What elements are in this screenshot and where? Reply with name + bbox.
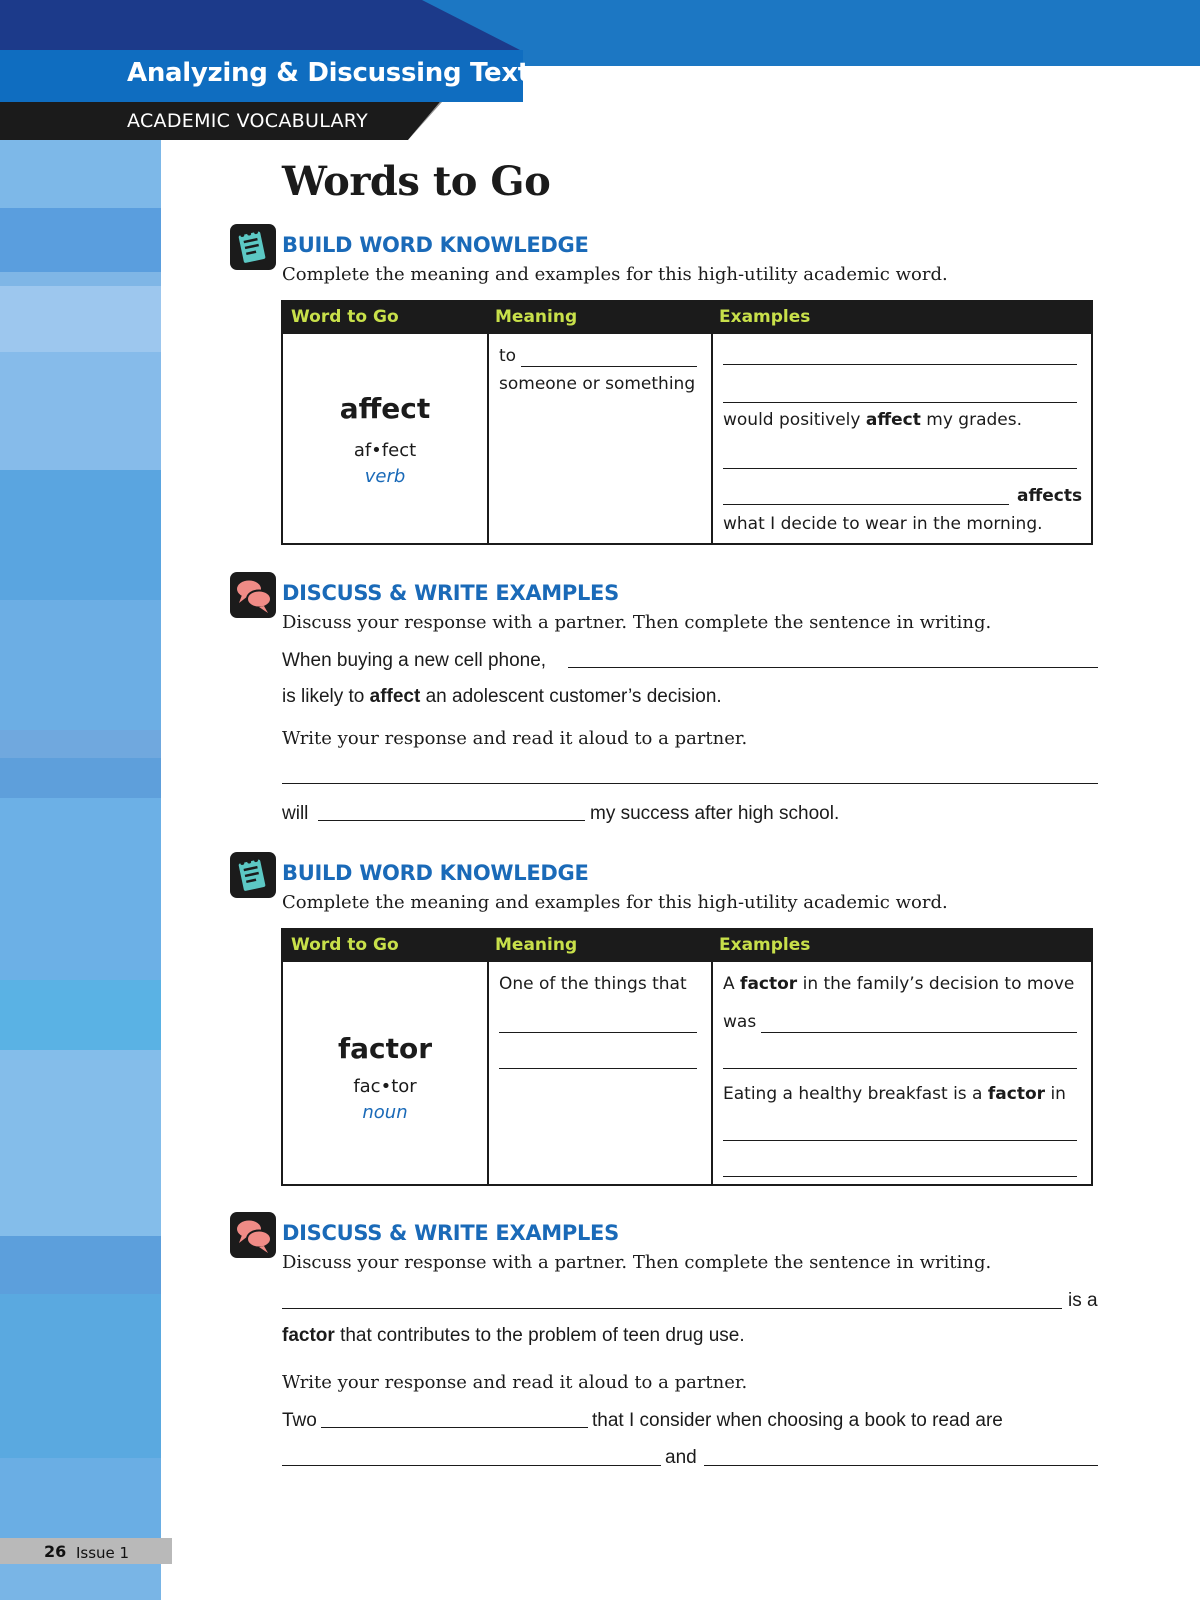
col-header-examples: Examples xyxy=(719,935,811,955)
sentence-frame-text: is a xyxy=(1068,1290,1098,1311)
sentence-frame-text: will xyxy=(282,803,309,824)
vocab-part-of-speech: verb xyxy=(364,466,406,487)
table-header xyxy=(283,302,1091,334)
page-number: 26 xyxy=(44,1542,67,1561)
response-blank[interactable] xyxy=(282,1308,1062,1309)
sentence-frame-text: my success after high school. xyxy=(590,803,840,824)
col-header-meaning: Meaning xyxy=(495,307,578,327)
sentence-frame-text: Two xyxy=(282,1410,317,1431)
section-title: Analyzing & Discussing Text xyxy=(127,58,530,88)
example-blank[interactable] xyxy=(723,1068,1077,1069)
example-text: Eating a healthy breakfast is a factor in xyxy=(723,1084,1066,1104)
vocab-part-of-speech: noun xyxy=(362,1102,408,1123)
example-text: A factor in the family’s decision to move xyxy=(723,974,1075,994)
page-title: Words to Go xyxy=(282,158,551,205)
response-blank[interactable] xyxy=(321,1427,588,1428)
column-divider xyxy=(487,930,489,1184)
column-divider xyxy=(711,930,713,1184)
response-blank[interactable] xyxy=(318,820,585,821)
example-blank[interactable] xyxy=(723,364,1077,365)
write-prompt: Write your response and read it aloud to a partner. xyxy=(282,728,748,749)
example-blank[interactable] xyxy=(723,1140,1077,1141)
col-header-word: Word to Go xyxy=(291,307,399,327)
left-decorative-stripe xyxy=(0,140,161,1600)
col-header-meaning: Meaning xyxy=(495,935,578,955)
section-subtitle: ACADEMIC VOCABULARY xyxy=(127,110,369,132)
sentence-frame-text: factor that contributes to the problem of teen drug use. xyxy=(282,1325,745,1346)
sentence-frame-text: and xyxy=(665,1447,697,1468)
response-blank[interactable] xyxy=(282,783,1098,784)
speech-bubbles-icon xyxy=(230,1212,276,1258)
col-header-examples: Examples xyxy=(719,307,811,327)
build-word-knowledge-heading: BUILD WORD KNOWLEDGE xyxy=(282,233,589,257)
response-blank[interactable] xyxy=(282,1465,661,1466)
table-header xyxy=(283,930,1091,962)
speech-bubbles-icon xyxy=(230,572,276,618)
build-word-knowledge-instructions: Complete the meaning and examples for this high-utility academic word. xyxy=(282,264,948,285)
example-blank[interactable] xyxy=(723,402,1077,403)
meaning-text: to xyxy=(499,346,517,366)
meaning-text: someone or something xyxy=(499,374,696,394)
discuss-write-instructions: Discuss your response with a partner. Then complete the sentence in writing. xyxy=(282,1252,992,1273)
notepad-icon xyxy=(230,224,276,270)
meaning-blank[interactable] xyxy=(521,366,697,367)
vocab-table-affect xyxy=(281,300,1093,545)
build-word-knowledge-heading: BUILD WORD KNOWLEDGE xyxy=(282,861,589,885)
vocab-syllables: fac•tor xyxy=(353,1076,417,1097)
example-blank[interactable] xyxy=(723,504,1009,505)
discuss-write-heading: DISCUSS & WRITE EXAMPLES xyxy=(282,581,619,605)
write-prompt: Write your response and read it aloud to a partner. xyxy=(282,1372,748,1393)
vocab-word: factor xyxy=(337,1032,433,1065)
issue-label: Issue 1 xyxy=(76,1544,130,1562)
build-word-knowledge-instructions: Complete the meaning and examples for this high-utility academic word. xyxy=(282,892,948,913)
col-header-word: Word to Go xyxy=(291,935,399,955)
response-blank[interactable] xyxy=(704,1465,1098,1466)
meaning-text: One of the things that xyxy=(499,974,687,994)
meaning-blank[interactable] xyxy=(499,1032,697,1033)
example-text: affects xyxy=(1017,486,1083,506)
notepad-icon xyxy=(230,852,276,898)
vocab-word: affect xyxy=(339,392,431,425)
column-divider xyxy=(711,302,713,543)
discuss-write-heading: DISCUSS & WRITE EXAMPLES xyxy=(282,1221,619,1245)
discuss-write-instructions: Discuss your response with a partner. Then complete the sentence in writing. xyxy=(282,612,992,633)
example-text: what I decide to wear in the morning. xyxy=(723,514,1043,534)
meaning-blank[interactable] xyxy=(499,1068,697,1069)
response-blank[interactable] xyxy=(568,667,1098,668)
example-blank[interactable] xyxy=(723,468,1077,469)
column-divider xyxy=(487,302,489,543)
example-blank[interactable] xyxy=(761,1032,1077,1033)
sentence-frame-text: When buying a new cell phone, xyxy=(282,650,547,671)
example-text: was xyxy=(723,1012,757,1032)
example-blank[interactable] xyxy=(723,1176,1077,1177)
sentence-frame-text: is likely to affect an adolescent customer’s decision. xyxy=(282,686,722,707)
sentence-frame-text: that I consider when choosing a book to read are xyxy=(592,1410,1003,1431)
example-text: would positively affect my grades. xyxy=(723,410,1022,430)
vocab-syllables: af•fect xyxy=(353,440,417,461)
vocab-table-factor xyxy=(281,928,1093,1186)
